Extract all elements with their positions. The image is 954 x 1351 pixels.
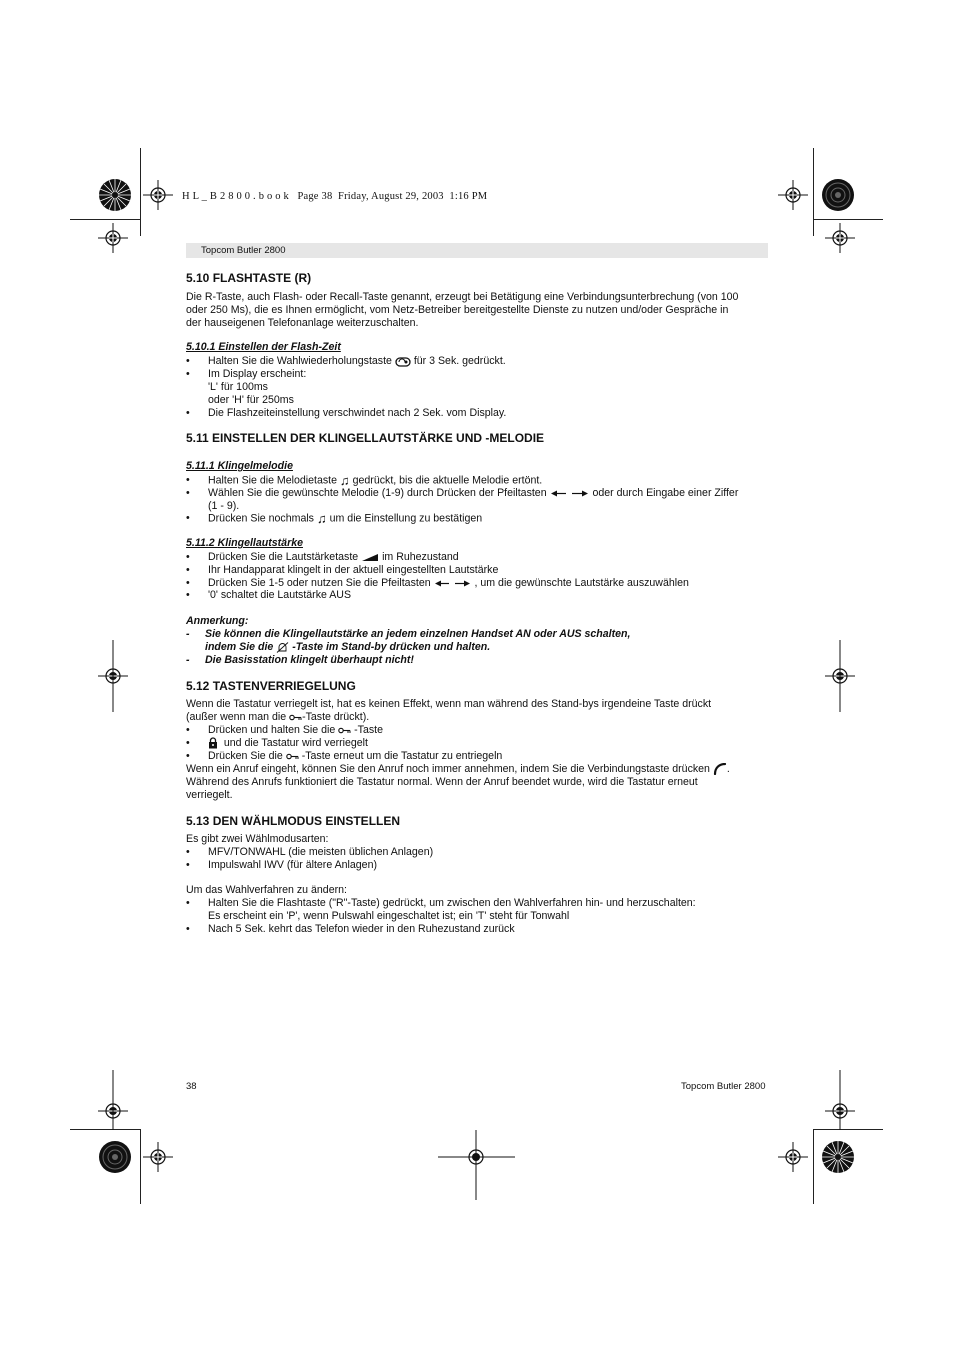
page-header-bar [186, 243, 768, 258]
bullet: • [186, 487, 190, 499]
text: -Taste drückt). [302, 711, 370, 723]
bullet: • [186, 750, 190, 762]
list-item-line: 'L' für 100ms [208, 381, 268, 393]
paragraph-line: verriegelt. [186, 789, 233, 801]
list-item: Die Flashzeiteinstellung verschwindet nach 2 Sek. vom Display. [208, 407, 507, 419]
text: Drücken und halten Sie die [208, 724, 336, 736]
list-item [208, 750, 502, 763]
color-wheel-icon [99, 1141, 131, 1173]
text: , um die gewünschte Lautstärke auszuwählen [474, 577, 689, 589]
text: im Ruhezustand [382, 551, 459, 563]
list-item-line: oder 'H' für 250ms [208, 394, 294, 406]
text: Drücken Sie die Lautstärketaste [208, 551, 359, 563]
page-number: 38 [186, 1081, 197, 1092]
text: Drücken Sie 1-5 oder nutzen Sie die Pfeiltasten [208, 577, 431, 589]
section-heading: 5.13 DEN WÄHLMODUS EINSTELLEN [186, 814, 401, 828]
list-item [208, 474, 542, 487]
list-item: Ihr Handapparat klingelt in der aktuell eingestellten Lautstärke [208, 564, 499, 576]
redial-icon [395, 356, 411, 367]
bullet: • [186, 589, 190, 601]
list-item: Im Display erscheint: [208, 368, 307, 380]
lock-icon [208, 737, 218, 749]
note-line: Die Basisstation klingelt überhaupt nicht! [205, 654, 414, 666]
bell-off-icon [276, 642, 289, 653]
list-item-line: Es erscheint ein 'P', wenn Pulswahl eingeschaltet ist; ein 'T' steht für Tonwahl [208, 910, 570, 922]
list-item-line: (1 - 9). [208, 500, 240, 512]
note-line [205, 641, 490, 654]
text: gedrückt, bis die aktuelle Melodie ertönt. [352, 474, 543, 487]
volume-icon [361, 553, 379, 562]
text: -Taste erneut um die Tastatur zu entriegeln [301, 750, 503, 762]
page-header-title: Topcom Butler 2800 [201, 245, 286, 256]
bullet: • [186, 897, 190, 909]
arrow-left-icon [550, 489, 590, 498]
color-wheel-icon [99, 179, 131, 211]
list-item [208, 737, 368, 750]
bullet: • [186, 474, 190, 486]
text: oder durch Eingabe einer Ziffer [592, 487, 739, 499]
file-info-line: H L _ B 2 8 0 0 . b o o k Page 38 Friday, August 29, 2003 1:16 PM [182, 191, 488, 202]
note-dash: - [186, 628, 190, 640]
handset-icon [713, 763, 727, 775]
key-icon [289, 714, 302, 721]
registration-mark-icon [778, 1142, 808, 1172]
bullet: • [186, 923, 190, 935]
section-heading: 5.10 FLASHTASTE (R) [186, 271, 312, 285]
subsection-heading: 5.11.1 Klingelmelodie [186, 460, 293, 472]
arrow-right-icon [434, 579, 472, 588]
key-icon [286, 753, 299, 760]
text: Halten Sie die Melodietaste [208, 474, 337, 487]
list-item: Nach 5 Sek. kehrt das Telefon wieder in den Ruhezustand zurück [208, 923, 515, 935]
bullet: • [186, 407, 190, 419]
text: Halten Sie die Wahlwiederholungstaste [208, 355, 392, 367]
text: Wählen Sie die gewünschte Melodie (1-9) durch Drücken der Pfeiltasten [208, 487, 547, 499]
note-dash: - [186, 654, 190, 666]
registration-mark-icon [825, 223, 855, 253]
paragraph-line: Die R-Taste, auch Flash- oder Recall-Taste genannt, erzeugt bei Betätigung eine Verbindungsunterbrechung (von 100 [186, 291, 739, 303]
bullet: • [186, 577, 190, 589]
list-item [208, 512, 482, 525]
footer-title: Topcom Butler 2800 [681, 1081, 766, 1092]
bullet: • [186, 551, 190, 563]
key-icon [338, 727, 351, 734]
registration-mark-icon [778, 180, 808, 210]
list-item: Halten Sie die Flashtaste ("R"-Taste) gedrückt, um zwischen den Wahlverfahren hin- und herzuschalten: [208, 897, 696, 909]
registration-mark-icon [98, 223, 128, 253]
registration-mark-icon [143, 1142, 173, 1172]
list-item [208, 724, 383, 737]
section-heading: 5.12 TASTENVERRIEGELUNG [186, 679, 356, 693]
list-item [208, 487, 738, 500]
bullet: • [186, 512, 190, 524]
bullet: • [186, 368, 190, 380]
color-wheel-icon [822, 1141, 854, 1173]
registration-mark-icon [143, 180, 173, 210]
list-item: MFV/TONWAHL (die meisten üblichen Anlagen) [208, 846, 434, 858]
section-heading: 5.11 EINSTELLEN DER KLINGELLAUTSTÄRKE UND -MELODIE [186, 431, 545, 445]
text: Drücken Sie nochmals [208, 512, 314, 525]
list-item [208, 551, 459, 564]
subsection-heading: 5.11.2 Klingellautstärke [186, 537, 303, 549]
music-note-icon: ♫ [316, 511, 327, 526]
paragraph-line: Während des Anrufs funktioniert die Tastatur normal. Wenn der Anruf beendet wurde, wird die Tastatur erneut [186, 776, 698, 788]
note-line: Sie können die Klingellautstärke an jedem einzelnen Handset AN oder AUS schalten, [205, 628, 631, 640]
paragraph-line: Wenn die Tastatur verriegelt ist, hat es keinen Effekt, wenn man während des Stand-bys irgendeine Taste drückt [186, 698, 712, 710]
paragraph-line: oder 250 Ms), die es Ihnen ermöglicht, vom Netz-Betreiber bereitgestellte Dienste zu nutzen und/oder Gespräche in [186, 304, 729, 316]
bullet: • [186, 724, 190, 736]
list-item [208, 355, 506, 368]
text: -Taste im Stand-by drücken und halten. [292, 641, 491, 653]
list-item: Impulswahl IWV (für ältere Anlagen) [208, 859, 377, 871]
paragraph-line [186, 711, 369, 724]
list-item: '0' schaltet die Lautstärke AUS [208, 589, 352, 601]
text: Drücken Sie die [208, 750, 283, 762]
bullet: • [186, 846, 190, 858]
paragraph-line: Wenn ein Anruf eingeht, können Sie den Anruf noch immer annehmen, indem Sie die Verbindungstaste drücken . [186, 763, 730, 775]
text: Wenn ein Anruf eingeht, können Sie den Anruf noch immer annehmen, indem Sie die Verbindungstaste drücken [186, 763, 710, 775]
bullet: • [186, 737, 190, 749]
music-note-icon: ♫ [339, 473, 350, 488]
text: (außer wenn man die [186, 711, 287, 723]
paragraph-line: Um das Wahlverfahren zu ändern: [186, 884, 347, 896]
paragraph-line: der hauseigenen Telefonanlage weiterzuschalten. [186, 317, 419, 329]
bullet: • [186, 355, 190, 367]
color-wheel-icon [822, 179, 854, 211]
text: und die Tastatur wird verriegelt [223, 737, 368, 749]
bullet: • [186, 859, 190, 871]
bullet: • [186, 564, 190, 576]
text: -Taste [354, 724, 383, 736]
subsection-heading: 5.10.1 Einstellen der Flash-Zeit [186, 341, 341, 353]
text: indem Sie die [205, 641, 274, 653]
note-title: Anmerkung: [186, 615, 249, 627]
text: für 3 Sek. gedrückt. [413, 355, 506, 367]
text: um die Einstellung zu bestätigen [329, 512, 483, 525]
paragraph-line: Es gibt zwei Wählmodusarten: [186, 833, 329, 845]
